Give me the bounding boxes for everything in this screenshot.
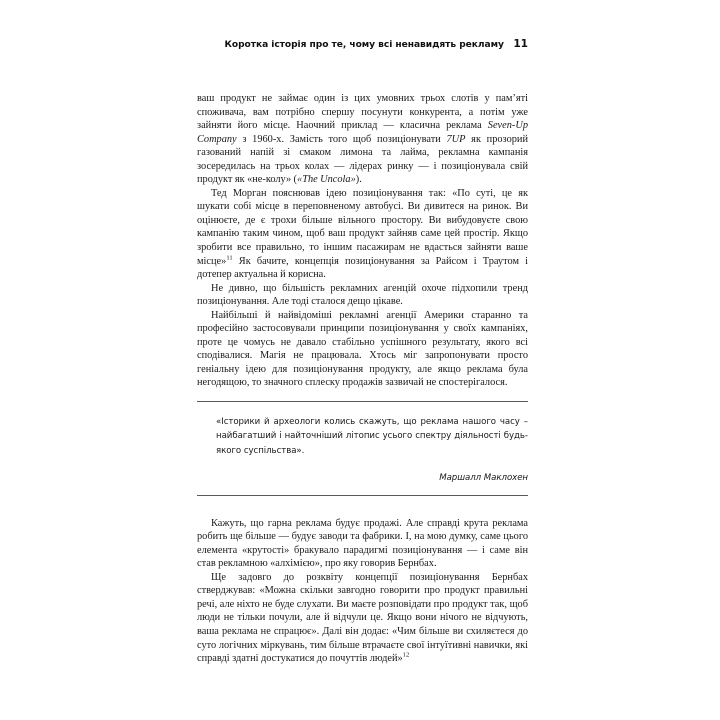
pull-quote-attribution: Маршалл Маклохен: [439, 473, 528, 484]
text-run: Як бачите, концепція позиціонування за Райсом і Траутом і дотепер актуальна й корисна.: [197, 255, 528, 281]
text-run: Тед Морган пояснював ідею позиціонування так: «По суті, це як шукати собі місце в переповненому автобусі. Ви дивитеся на ринок. Ви оцінюєте, де є трохи більше вільного простору. Ви вибудовуєте свою кампанію таким чином, щоб ваш продукт зайняв саме цей простір. Якщо зробити все правильно, то іншим пасажирам не вдасться зайняти ваше місце»: [197, 187, 528, 267]
body-paragraph: [197, 282, 528, 309]
body-paragraph: [197, 92, 528, 187]
body-paragraph: [197, 571, 528, 666]
footnote-marker: 11: [226, 254, 233, 262]
running-header-title: Коротка історія про те, чому всі ненавидять рекламу: [224, 40, 504, 50]
pull-quote-text: «Історики й археологи колись скажуть, що реклама нашого часу – найбагатший і найточніший літопис усього спектру діяльності будь-якого суспільства».: [216, 417, 528, 456]
text-run: з 1960-х. Замість того щоб позиціонувати: [236, 133, 447, 145]
pull-quote-inner: [197, 402, 528, 495]
text-run: Ще задовго до розквіту концепції позиціонування Бернбах стверджував: «Можна скільки завгодно говорити про продукт правильні речі, але ніхто не буде слухати. Ви маєте розповідати про продукт так, щоб люди не тільки почули, але й відчули це. Якщо вони нічого не відчують, ваша реклама не спрацює». Далі він додає: «Чим більше ви схиляєтеся до суто логічних міркувань, тим більше втрачаєте свої інтуїтивні навички, які справді здатні достукатися до почуттів людей»: [197, 571, 528, 665]
body-paragraph: [197, 309, 528, 390]
paragraph-group-after-quote: [197, 517, 528, 666]
italic-term: Seven-Up Company: [197, 120, 528, 145]
text-run: ваш продукт не займає один із цих умовних трьох слотів у пам’яті споживача, вам потрібно спершу посунути конкурента, а потім уже зайняти його місце. Наочний приклад — класична реклама: [197, 93, 528, 132]
text-run: ).: [355, 174, 362, 186]
text-run: Не дивно, що більшість рекламних агенцій охоче підхопили тренд позиціонування. Але тоді сталося дещо цікаве.: [197, 282, 528, 308]
running-header: [197, 38, 528, 50]
text-run: як прозорий газований напій зі смаком лимона та лайма, рекламна кампанія зосередилась на трьох колах — лідерах ринку — і позиціонувала свій продукт як «не-колу» (: [197, 133, 528, 186]
body-paragraph: [197, 187, 528, 282]
paragraph-group-before-quote: [197, 92, 528, 390]
pull-quote-rule-bottom: [197, 495, 528, 496]
body-paragraph: [197, 517, 528, 571]
quote-spacer: [197, 508, 528, 517]
text-column: [197, 92, 528, 666]
text-run: Кажуть, що гарна реклама будує продажі. Але справді крута реклама робить ще більше — будує заводи та фабрики. І, на мою думку, саме цього елемента «крутості» бракувало парадигмі позиціонування — і саме він став рекламною «алхімією», про яку говорив Бернбах.: [197, 517, 528, 570]
pull-quote: [197, 401, 528, 496]
footnote-marker: 12: [402, 651, 410, 659]
italic-term: «The Uncola»: [297, 174, 356, 186]
italic-term: 7UP: [446, 133, 466, 145]
page-number: 11: [513, 38, 528, 50]
text-run: Найбільші й найвідоміші рекламні агенції Америки старанно та професійно застосовували принципи позиціонування у своїх кампаніях, проте це чомусь не давало стабільно успішного результату, якого всі сподівалися. Магія не працювала. Хтось міг запропонувати просто геніальну ідею для позиціонування продукту, але якщо реклама була негодящою, то значного сплеску продажів зазвичай не спостерігалося.: [197, 309, 528, 389]
